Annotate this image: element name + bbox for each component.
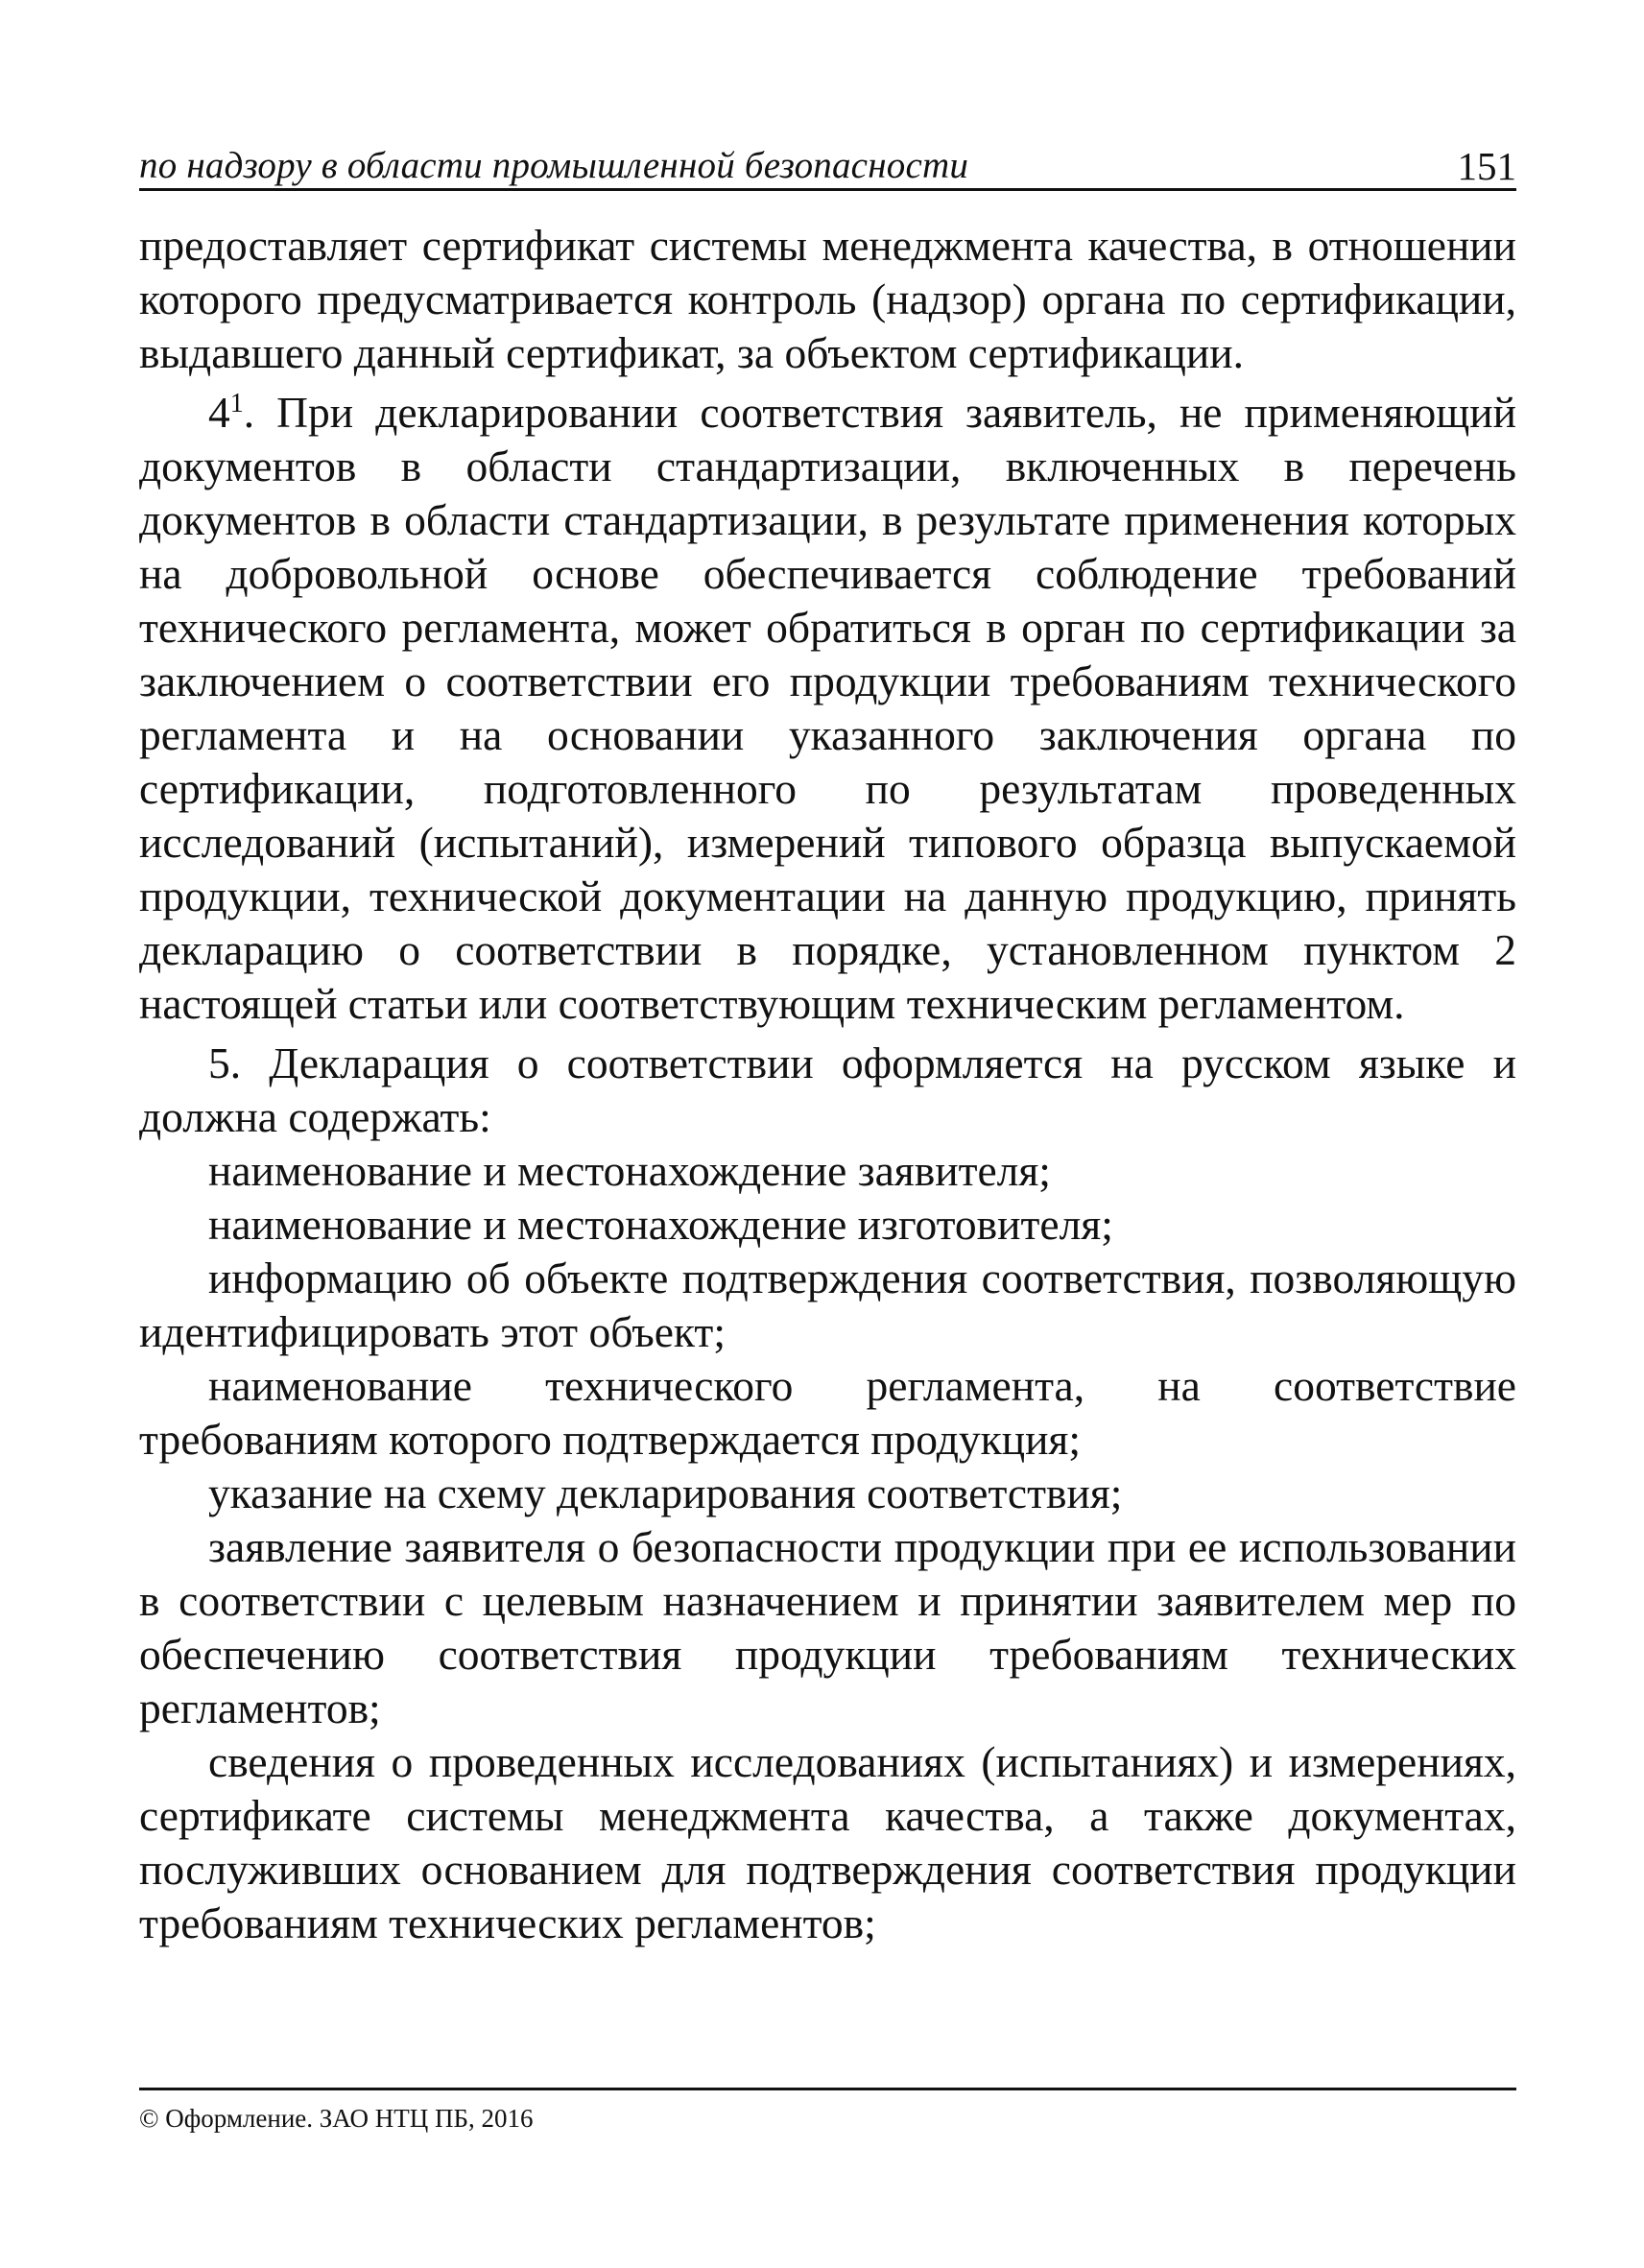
list-item-test-info: сведения о проведенных исследованиях (испытаниях) и измерениях, сертификате системы менеджмента качества, а также документах, послуживших основанием для подтверждения соответствия продукции требованиям технических регламентов; <box>139 1737 1516 1947</box>
clause-text: . При декларировании соответствия заявитель, не применяющий документов в области стандартизации, включенных в перечень документов в области стандартизации, в результате применения которых на добровольной основе обеспечивается соблюдение требований технического регламента, может обратиться в орган по сертификации за заключением о соответствии его продукции требованиям технического регламента и на основании указанного заключения органа по сертификации, подготовленного по результатам проведенных исследований (испытаний), измерений типового образца выпускаемой продукции, технической документации на данную продукцию, принять декларацию о соответствии в порядке, установленном пунктом 2 настоящей статьи или соответствующим техническим регламентом. <box>139 388 1516 1028</box>
clause-number: 4 <box>208 388 230 437</box>
list-item-applicant: наименование и местонахождение заявителя; <box>208 1146 1051 1195</box>
list-item-object-info: информацию об объекте подтверждения соответствия, позволяющую идентифицировать этот объект; <box>139 1253 1516 1356</box>
page-number: 151 <box>1457 144 1516 188</box>
copyright-note: © Оформление. ЗАО НТЦ ПБ, 2016 <box>139 2104 534 2133</box>
page-footer <box>139 2088 1516 2135</box>
book-page <box>139 144 1516 2150</box>
list-item-manufacturer: наименование и местонахождение изготовителя; <box>208 1200 1113 1249</box>
paragraph-5: 5. Декларация о соответствии оформляется на русском языке и должна содержать: <box>139 1039 1516 1141</box>
running-header <box>139 144 1516 191</box>
body-text <box>139 219 1516 1950</box>
list-item-scheme: указание на схему декларирования соответствия; <box>208 1468 1123 1517</box>
paragraph-4-1 <box>139 386 1516 1031</box>
list-item-safety-statement: заявление заявителя о безопасности продукции при ее использовании в соответствии с целевым назначением и принятии заявителем мер по обеспечению соответствия продукции требованиям технических регламентов; <box>139 1522 1516 1732</box>
paragraph-continuation: предоставляет сертификат системы менеджмента качества, в отношении которого предусматривается контроль (надзор) органа по сертификации, выдавшего данный сертификат, за объектом сертификации. <box>139 221 1516 377</box>
list-item-regulation: наименование технического регламента, на соответствие требованиям которого подтверждается продукция; <box>139 1361 1516 1464</box>
clause-superscript: 1 <box>229 388 244 418</box>
running-title: по надзору в области промышленной безопасности <box>139 145 969 186</box>
